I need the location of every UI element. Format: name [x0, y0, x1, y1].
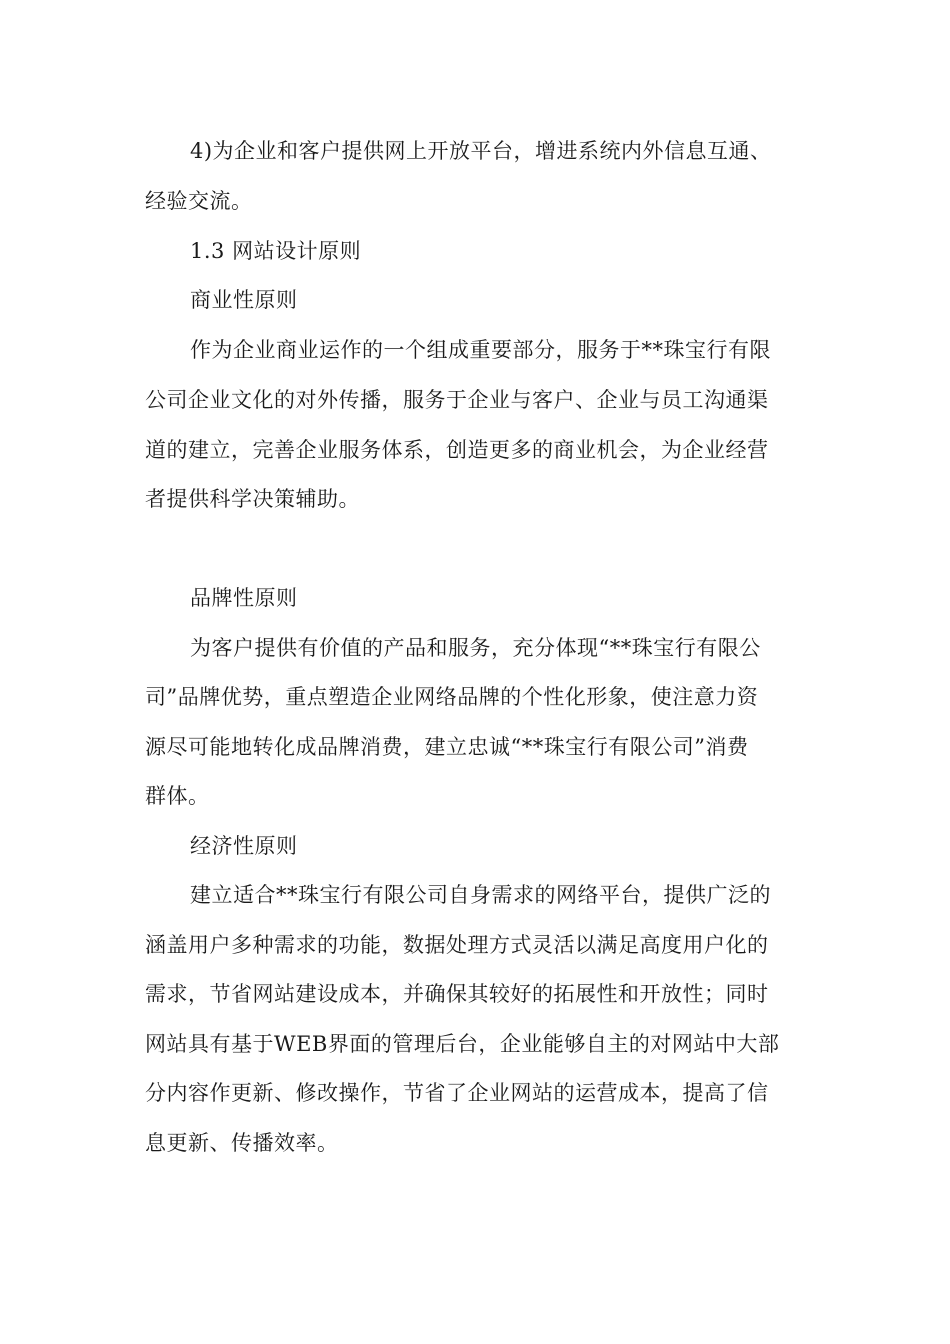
paragraph-4-line-1: 4)为企业和客户提供网上开放平台，增进系统内外信息互通、 — [190, 139, 772, 163]
commercial-paragraph-line-2: 公司企业文化的对外传播，服务于企业与客户、企业与员工沟通渠 — [145, 388, 769, 412]
brand-paragraph-line-4: 群体。 — [145, 784, 210, 808]
heading-brand-principle: 品牌性原则 — [190, 586, 298, 610]
brand-paragraph-line-3: 源尽可能地转化成品牌消费，建立忠诚“**珠宝行有限公司”消费 — [145, 735, 749, 759]
economic-paragraph-line-1: 建立适合**珠宝行有限公司自身需求的网络平台，提供广泛的 — [190, 883, 771, 907]
commercial-paragraph-line-4: 者提供科学决策辅助。 — [145, 487, 360, 511]
heading-commercial-principle: 商业性原则 — [190, 288, 298, 312]
brand-paragraph-line-1: 为客户提供有价值的产品和服务，充分体现“**珠宝行有限公 — [190, 636, 761, 660]
paragraph-4-line-2: 经验交流。 — [145, 189, 253, 213]
economic-paragraph-line-2: 涵盖用户多种需求的功能，数据处理方式灵活以满足高度用户化的 — [145, 933, 769, 957]
commercial-paragraph-line-1: 作为企业商业运作的一个组成重要部分，服务于**珠宝行有限 — [190, 338, 771, 362]
section-heading-1-3: 1.3 网站设计原则 — [190, 239, 362, 263]
economic-paragraph-line-5: 分内容作更新、修改操作，节省了企业网站的运营成本，提高了信 — [145, 1081, 769, 1105]
economic-paragraph-line-6: 息更新、传播效率。 — [145, 1131, 339, 1155]
heading-economic-principle: 经济性原则 — [190, 834, 298, 858]
brand-paragraph-line-2: 司”品牌优势，重点塑造企业网络品牌的个性化形象，使注意力资 — [145, 685, 759, 709]
economic-paragraph-line-3: 需求，节省网站建设成本，并确保其较好的拓展性和开放性；同时 — [145, 982, 769, 1006]
commercial-paragraph-line-3: 道的建立，完善企业服务体系，创造更多的商业机会，为企业经营 — [145, 438, 769, 462]
economic-paragraph-line-4: 网站具有基于WEB界面的管理后台，企业能够自主的对网站中大部 — [145, 1032, 780, 1056]
